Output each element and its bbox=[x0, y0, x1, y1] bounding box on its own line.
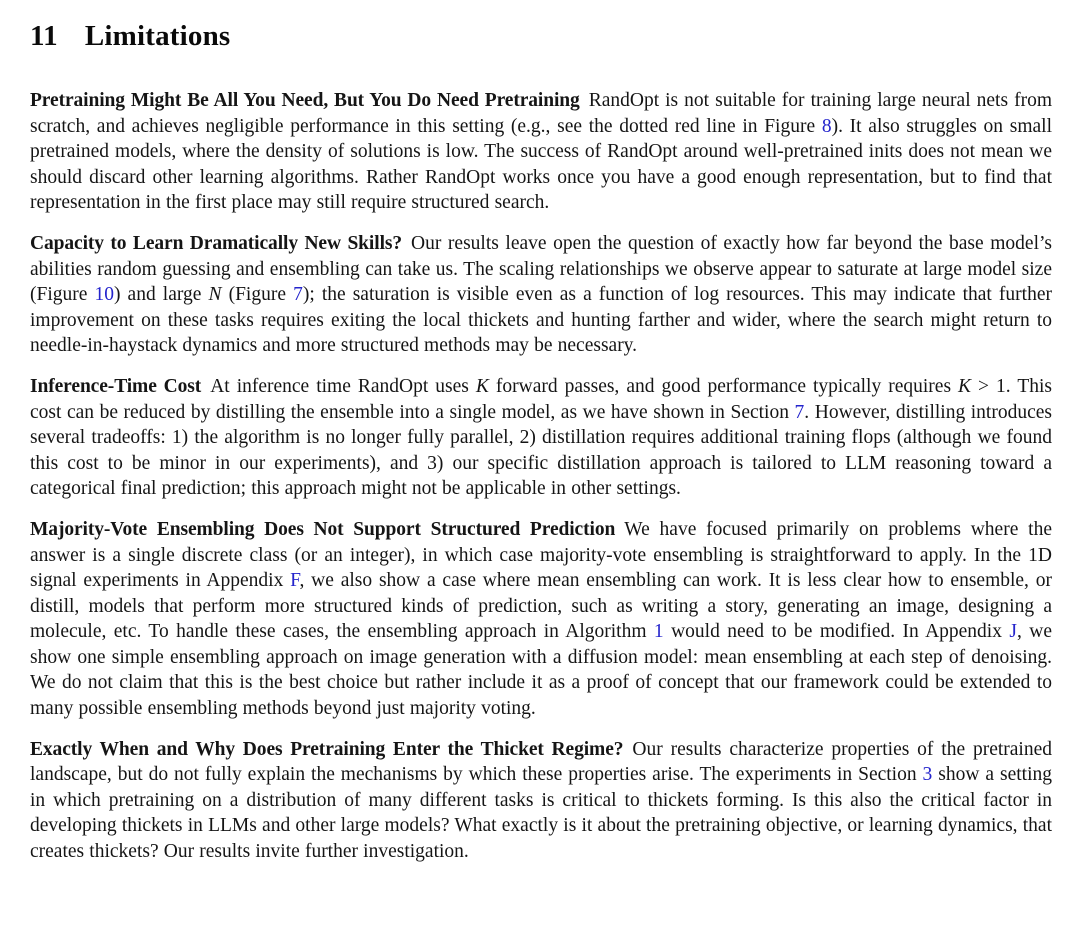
text-run: forward passes, and good performance typically requires bbox=[488, 375, 959, 397]
text-run: show a setting in which pretraining on a distribution of many different tasks is critical to thickets forming. Is this also the critical factor in developing thickets in LLMs and other large models? What exactly is it about the pretraining objective, or learning dynamics, that creates thickets? Our results invite further investigation. bbox=[30, 764, 1052, 863]
paragraph-capacity bbox=[30, 231, 1052, 359]
text-run: ). It also struggles on small pretrained models, where the density of solutions is low. The success of RandOpt around well-pretrained inits does not mean we should discard other learning algorithms. Rather RandOpt works once you have a good enough representation, but to find that representation in the first place may still require structured search. bbox=[30, 115, 1052, 214]
run-in-heading-pretraining: Pretraining Might Be All You Need, But You Do Need Pretraining bbox=[30, 90, 580, 111]
text-run: (Figure bbox=[221, 284, 294, 306]
text-run: ) and large bbox=[113, 284, 209, 306]
section-heading bbox=[30, 20, 1052, 53]
run-in-heading-thicket-regime: Exactly When and Why Does Pretraining Enter the Thicket Regime? bbox=[30, 738, 624, 760]
paragraph-thicket-regime bbox=[30, 737, 1052, 865]
appendix-j-ref-link[interactable]: J bbox=[1009, 621, 1017, 643]
appendix-f-ref-link[interactable]: F bbox=[290, 570, 300, 592]
section-7-ref-link[interactable]: 7 bbox=[794, 401, 805, 423]
text-run: K bbox=[958, 375, 972, 397]
text-run: Our results leave open the question of exactly how far beyond the base model’s abilities random guessing and ensembling can take us. The scaling relationships we observe appear to saturate at large model size (Figure bbox=[30, 232, 1052, 306]
section-3-ref-link[interactable]: 3 bbox=[922, 764, 933, 786]
text-run: . However, distilling introduces several tradeoffs: 1) the algorithm is no longer fully parallel, 2) distillation requires additional training flops (although we found this cost to be minor in our experiments), and 3) our specific distillation approach is tailored to LLM reasoning toward a categorical final prediction; this approach might not be applicable in other settings. bbox=[30, 401, 1052, 500]
text-run: , we also show a case where mean ensembling can work. It is less clear how to ensemble, or distill, models that perform more structured kinds of prediction, such as writing a story, generating an image, designing a molecule, etc. To handle these cases, the ensembling approach in Algorithm bbox=[30, 570, 1052, 643]
text-run: K bbox=[475, 375, 489, 397]
text-run: ); the saturation is visible even as a function of log resources. This may indicate that further improvement on these tasks requires exiting the local thickets and hunting farther and wider, where the search might return to needle-in-haystack dynamics and more structured methods may be necessary. bbox=[30, 284, 1052, 357]
figure-10-ref-link[interactable]: 10 bbox=[94, 284, 114, 306]
text-run: , we show one simple ensembling approach on image generation with a diffusion model: mean ensembling at each step of denoising. We do not claim that this is the best choice but rather include it as a proof of concept that our framework could be extended to many possible ensembling methods beyond just majority voting. bbox=[30, 621, 1052, 720]
algorithm-1-ref-link[interactable]: 1 bbox=[653, 621, 664, 643]
paragraph-majority-vote bbox=[30, 517, 1052, 722]
paragraph-pretraining bbox=[30, 88, 1052, 216]
text-run: > 1. This cost can be reduced by distilling the ensemble into a single model, as we have shown in Section bbox=[30, 375, 1052, 423]
text-run: At inference time RandOpt uses bbox=[210, 375, 476, 397]
figure-7-ref-link[interactable]: 7 bbox=[293, 284, 303, 306]
run-in-heading-inference-cost: Inference-Time Cost bbox=[30, 375, 202, 397]
text-run: We have focused primarily on problems where the answer is a single discrete class (or an integer), in which case majority-vote ensembling is straightforward to apply. In the 1D signal experiments in Appendix bbox=[30, 518, 1052, 592]
run-in-heading-majority-vote: Majority-Vote Ensembling Does Not Support Structured Prediction bbox=[30, 518, 616, 540]
run-in-heading-capacity: Capacity to Learn Dramatically New Skills? bbox=[30, 232, 403, 254]
text-run: N bbox=[208, 284, 222, 306]
text-run: Our results characterize properties of the pretrained landscape, but do not fully explain the mechanisms by which these properties arise. The experiments in Section bbox=[30, 738, 1052, 786]
figure-8-ref-link[interactable]: 8 bbox=[821, 115, 832, 137]
paragraph-inference-cost bbox=[30, 374, 1052, 502]
section-title: Limitations bbox=[84, 20, 231, 52]
text-run: RandOpt is not suitable for training large neural nets from scratch, and achieves negligible performance in this setting (e.g., see the dotted red line in Figure bbox=[30, 90, 1052, 137]
section-number: 11 bbox=[30, 20, 58, 52]
text-run: would need to be modified. In Appendix bbox=[663, 621, 1010, 643]
